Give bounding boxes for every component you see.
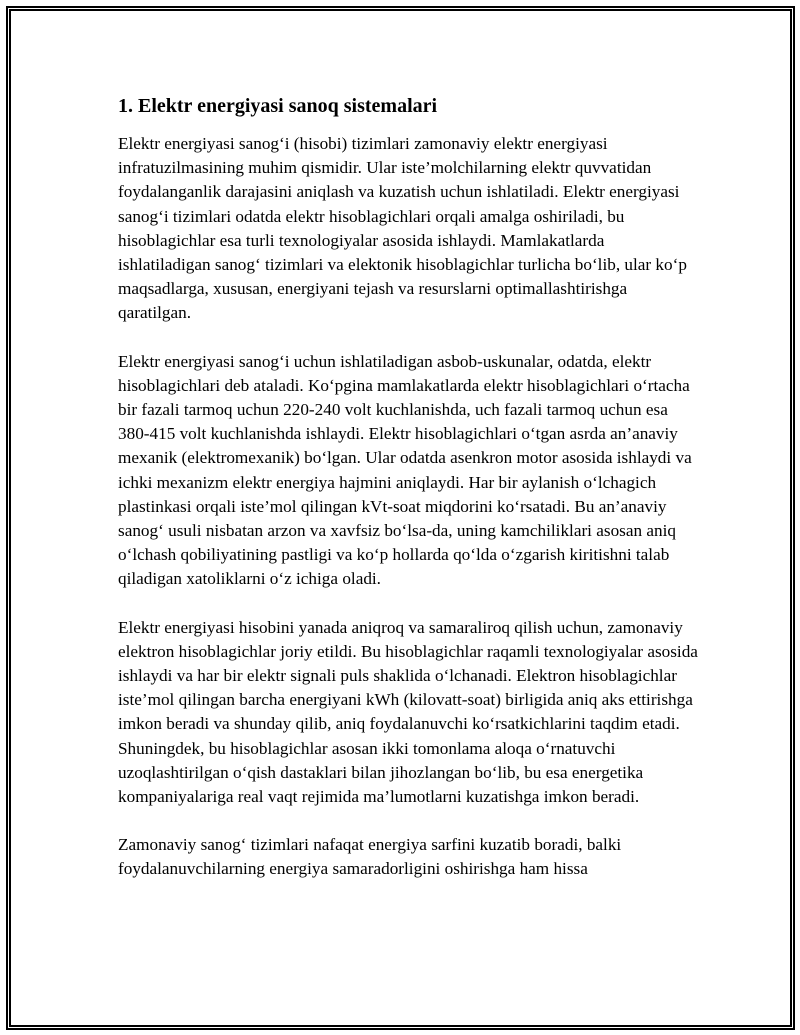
- section-heading: 1. Elektr energiyasi sanoq sistemalari: [118, 95, 438, 117]
- paragraph-1: Elektr energiyasi sanog‘i (hisobi) tizimlari zamonaviy elektr energiyasi infratuzilmasining muhim qismidir. Ular iste’molchilarning elektr quvvatidan foydalanganlik darajasini aniqlash va kuzatish uchun ishlatiladi. Elektr energiyasi sanog‘i tizimlari odatda elektr hisoblagichlari orqali amalga oshiriladi, bu hisoblagichlar esa turli texnologiyalar asosida ishlaydi. Mamlakatlarda ishlatiladigan sanog‘ tizimlari va elektonik hisoblagichlar turlicha bo‘lib, ular ko‘p maqsadlarga, xususan, energiyani tejash va resurslarni optimallashtirishga qaratilgan.: [118, 134, 687, 323]
- paragraph-3: Elektr energiyasi hisobini yanada aniqroq va samaraliroq qilish uchun, zamonaviy elektron hisoblagichlar joriy etildi. Bu hisoblagichlar raqamli texnologiyalar asosida ishlaydi va har bir elektr signali puls shaklida o‘lchanadi. Elektron hisoblagichlar iste’mol qilingan barcha energiyani kWh (kilovatt-soat) birligida aniq aks ettirishga imkon beradi va shunday qilib, aniq foydalanuvchi ko‘rsatkichlarini taqdim etadi. Shuningdek, bu hisoblagichlar asosan ikki tomonlama aloqa o‘rnatuvchi uzoqlashtirilgan o‘qish dastaklari bilan jihozlangan bo‘lib, bu esa energetika kompaniyalariga real vaqt rejimida ma’lumotlarni kuzatishga imkon beradi.: [118, 617, 698, 807]
- paragraph-4: Zamonaviy sanog‘ tizimlari nafaqat energiya sarfini kuzatib boradi, balki foydalanuvchilarning energiya samaradorligini oshirishga ham hissa: [118, 835, 622, 879]
- paragraph-2: Elektr energiyasi sanog‘i uchun ishlatiladigan asbob-uskunalar, odatda, elektr hisoblagichlari deb ataladi. Ko‘pgina mamlakatlarda elektr hisoblagichlari o‘rtacha bir fazali tarmoq uchun 220-240 volt kuchlanishda, uch fazali tarmoq uchun esa 380-415 volt kuchlanishda ishlaydi. Elektr hisoblagichlari o‘tgan asrda an’anaviy mexanik (elektromexanik) bo‘lgan. Ular odatda asenkron motor asosida ishlaydi va ichki mexanizm elektr energiya hajmini aniqlaydi. Har bir aylanish o‘lchagich plastinkasi orqali iste’mol qilingan kVt-soat miqdorini ko‘rsatadi. Bu an’anaviy sanog‘ usuli nisbatan arzon va xavfsiz bo‘lsa-da, uning kamchiliklari asosan aniq o‘lchash qobiliyatining pastligi va ko‘p hollarda qo‘lda o‘zgarish kiritishni talab qiladigan xatoliklarni o‘z ichiga oladi.: [118, 351, 692, 589]
- document-body: [118, 92, 698, 906]
